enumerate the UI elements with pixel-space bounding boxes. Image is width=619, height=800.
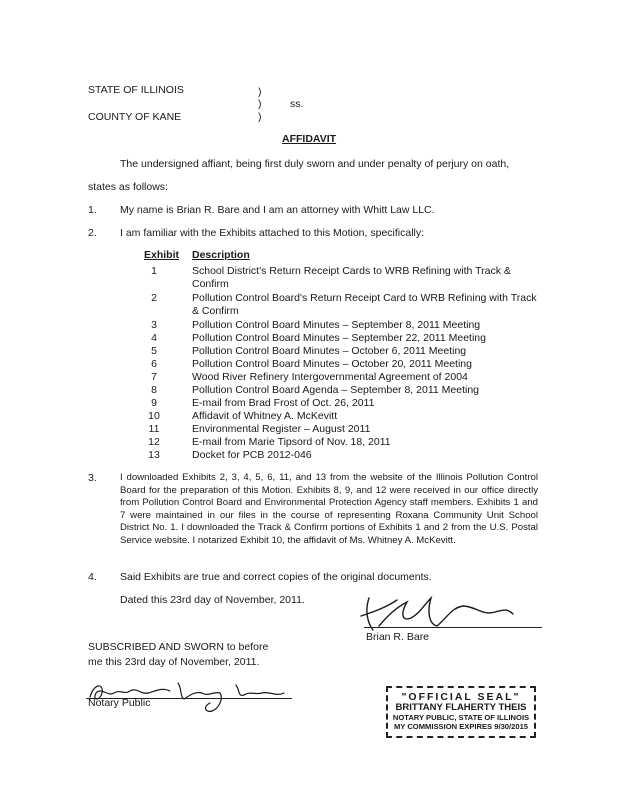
exhibit-description: Pollution Control Board Minutes – September 22, 2011 Meeting xyxy=(192,332,486,344)
exhibit-description: Pollution Control Board's Return Receipt Card to WRB Refining with Track & Confirm xyxy=(192,292,537,317)
county-label: COUNTY OF KANE xyxy=(88,111,182,123)
notary-label: Notary Public xyxy=(88,697,151,709)
page-title: AFFIDAVIT xyxy=(282,133,337,145)
ss-label: ss. xyxy=(290,98,304,110)
intro-line: The undersigned affiant, being first duly sworn and under penalty of perjury on oath, xyxy=(120,158,510,170)
exhibit-number: 5 xyxy=(151,345,157,357)
paragraph-text: I downloaded Exhibits 2, 3, 4, 5, 6, 11, and 13 from the website of the Illinois Pollution Control Board for the preparation of this Motion. Exhibits 8, 9, and 12 were received in our office directly from Pollution Control Board and Environmental Protection Agency staff members. Exhibits 1 and 7 were maintained in our files in the course of representing Roxana Community Unit School District No. 1. I downloaded the Track & Confirm portions of Exhibits 1 and 2 from the U.S. Postal Service website. I notarized Exhibit 10, the affidavit of Ms. Whitney A. McKevitt. xyxy=(120,472,538,546)
bracket-paren: ) xyxy=(258,86,262,98)
official-seal-stamp xyxy=(386,686,536,738)
notary-signature xyxy=(86,673,296,717)
exhibit-description: Wood River Refinery Intergovernmental Agreement of 2004 xyxy=(192,371,468,383)
exhibit-number: 9 xyxy=(151,397,157,409)
seal-notary-state: NOTARY PUBLIC, STATE OF ILLINOIS xyxy=(392,712,530,722)
exhibit-description: Environmental Register – August 2011 xyxy=(192,423,371,435)
paragraph-number: 3. xyxy=(88,472,97,484)
dated-line: Dated this 23rd day of November, 2011. xyxy=(120,594,305,606)
paragraph-text: I am familiar with the Exhibits attached to this Motion, specifically: xyxy=(120,227,425,239)
subscribed-line: SUBSCRIBED AND SWORN to before xyxy=(88,641,269,653)
exhibit-column-header: Exhibit xyxy=(144,249,180,261)
exhibit-number: 6 xyxy=(151,358,157,370)
exhibit-description: Pollution Control Board Minutes – September 8, 2011 Meeting xyxy=(192,319,481,331)
paragraph-number: 2. xyxy=(88,227,97,239)
exhibit-description: Docket for PCB 2012-046 xyxy=(192,449,312,461)
exhibit-description: School District's Return Receipt Cards to WRB Refining with Track & Confirm xyxy=(192,265,511,290)
paragraph-text: My name is Brian R. Bare and I am an attorney with Whitt Law LLC. xyxy=(120,204,435,216)
seal-commission-expiry: MY COMMISSION EXPIRES 9/30/2015 xyxy=(393,721,529,731)
subscribed-line: me this 23rd day of November, 2011. xyxy=(88,656,260,668)
exhibit-number: 13 xyxy=(148,449,160,461)
exhibit-number: 1 xyxy=(151,265,157,277)
paragraph-number: 1. xyxy=(88,204,97,216)
seal-title: "OFFICIAL SEAL" xyxy=(401,691,521,703)
exhibit-number: 11 xyxy=(148,423,160,435)
exhibit-description: Pollution Control Board Minutes – October 6, 2011 Meeting xyxy=(192,345,467,357)
affiant-signature xyxy=(355,588,520,636)
paragraph-number: 4. xyxy=(88,571,97,583)
exhibit-description: Affidavit of Whitney A. McKevitt xyxy=(192,410,338,422)
paragraph-text: Said Exhibits are true and correct copies of the original documents. xyxy=(120,571,432,583)
description-column-header: Description xyxy=(192,249,250,261)
exhibit-number: 4 xyxy=(151,332,157,344)
bracket-paren: ) xyxy=(258,111,262,123)
exhibit-number: 8 xyxy=(151,384,157,396)
affiant-name: Brian R. Bare xyxy=(366,631,430,643)
exhibit-table xyxy=(144,249,574,464)
signature-line xyxy=(364,627,542,628)
exhibit-description: Pollution Control Board Minutes – October 20, 2011 Meeting xyxy=(192,358,472,370)
exhibit-description: E-mail from Marie Tipsord of Nov. 18, 2011 xyxy=(192,436,391,448)
intro-line: states as follows: xyxy=(88,181,168,193)
seal-notary-name: BRITTANY FLAHERTY THEIS xyxy=(395,702,527,714)
exhibit-number: 10 xyxy=(148,410,160,422)
exhibit-description: Pollution Control Board Agenda – September 8, 2011 Meeting xyxy=(192,384,479,396)
exhibit-number: 7 xyxy=(151,371,157,383)
exhibit-description: E-mail from Brad Frost of Oct. 26, 2011 xyxy=(192,397,375,409)
exhibit-number: 2 xyxy=(151,292,157,304)
bracket-paren: ) xyxy=(258,98,262,110)
state-label: STATE OF ILLINOIS xyxy=(88,84,184,96)
exhibit-number: 3 xyxy=(151,319,157,331)
exhibit-number: 12 xyxy=(148,436,160,448)
